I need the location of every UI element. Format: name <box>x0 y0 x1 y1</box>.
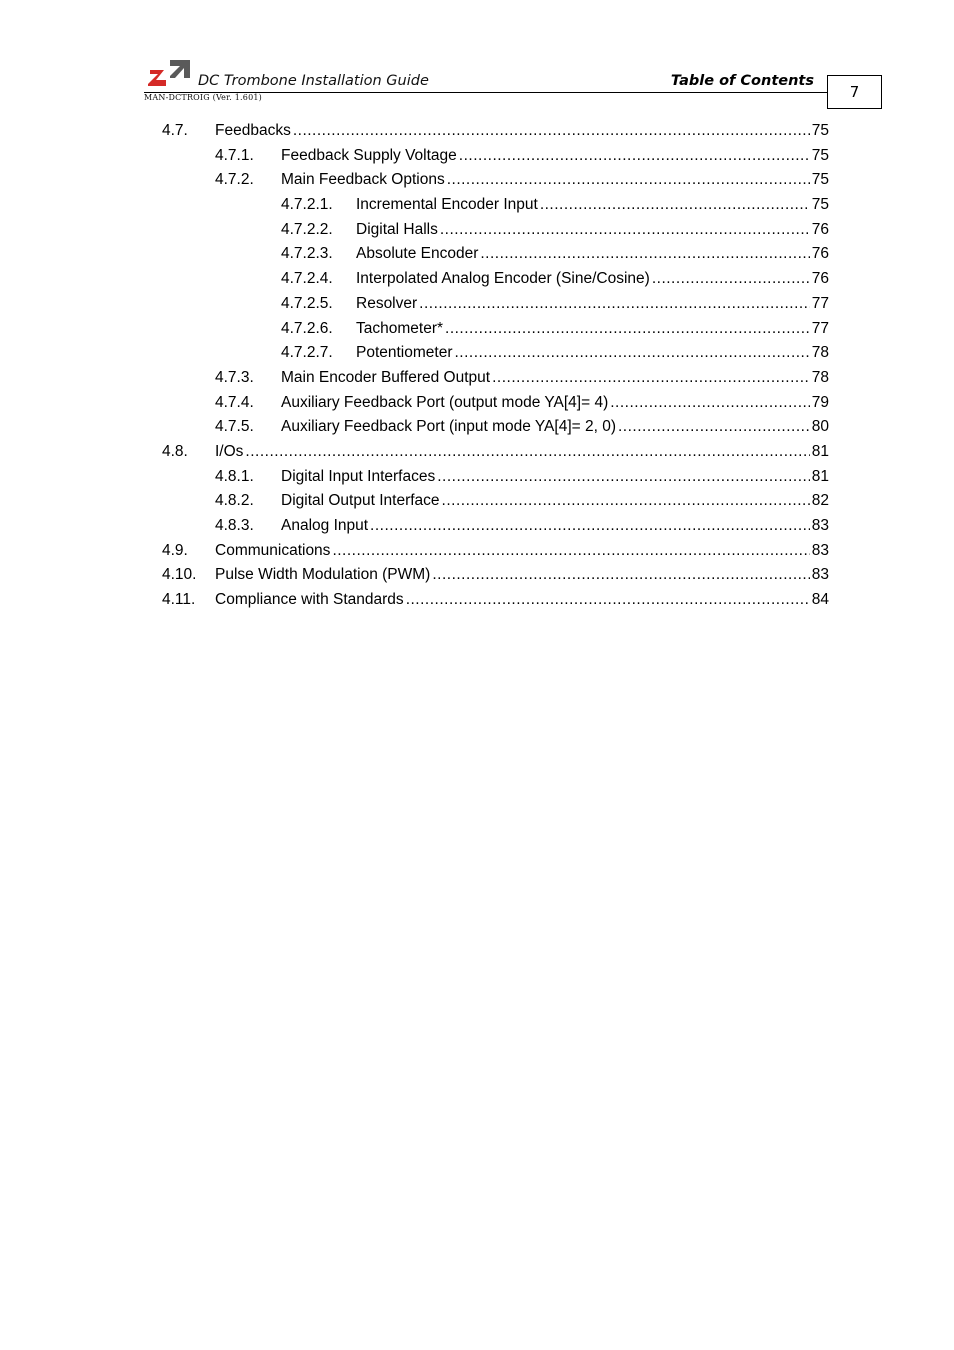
toc-dot-leader <box>540 193 810 218</box>
toc-entry-page[interactable]: 81 <box>811 467 829 485</box>
toc-entry-page[interactable]: 75 <box>811 146 829 164</box>
toc-entry[interactable] <box>0 465 954 490</box>
toc-entry-line <box>356 341 829 366</box>
toc-entry-title[interactable]: Digital Input Interfaces <box>281 467 436 485</box>
toc-entry-title[interactable]: Tachometer* <box>356 319 444 337</box>
toc-entry[interactable] <box>0 242 954 267</box>
toc-entry-number: 4.8.1. <box>215 467 254 485</box>
toc-entry-page[interactable]: 76 <box>811 270 829 288</box>
logo-red-mark <box>148 70 166 86</box>
toc-entry-number: 4.7.2.7. <box>281 344 333 362</box>
toc-dot-leader <box>652 267 810 292</box>
toc-entry-number: 4.8. <box>162 442 188 460</box>
toc-entry[interactable] <box>0 514 954 539</box>
toc-entry-line <box>356 218 829 243</box>
toc-entry-title[interactable]: I/Os <box>215 442 244 460</box>
toc-entry-title[interactable]: Pulse Width Modulation (PWM) <box>215 566 431 584</box>
toc-dot-leader <box>618 415 810 440</box>
toc-entry[interactable] <box>0 440 954 465</box>
toc-entry-number: 4.7.5. <box>215 418 254 436</box>
toc-dot-leader <box>245 440 809 465</box>
toc-entry-number: 4.7. <box>162 122 188 139</box>
toc-dot-leader <box>447 168 810 193</box>
toc-entry[interactable] <box>0 391 954 416</box>
page-header <box>0 0 954 120</box>
toc-entry-page[interactable]: 80 <box>811 418 829 436</box>
toc-entry-number: 4.7.1. <box>215 146 254 164</box>
toc-entry-line <box>215 119 829 144</box>
toc-entry-number: 4.11. <box>162 591 196 609</box>
toc-entry[interactable] <box>0 588 954 613</box>
toc-entry-number: 4.7.2.1. <box>281 196 333 214</box>
toc-entry-title[interactable]: Absolute Encoder <box>356 245 479 263</box>
toc-entry-number: 4.7.2.3. <box>281 245 333 263</box>
section-title: Table of Contents <box>670 73 814 89</box>
toc-entry[interactable] <box>0 489 954 514</box>
toc-dot-leader <box>432 563 809 588</box>
toc-dot-leader <box>492 366 810 391</box>
toc-entry[interactable] <box>0 218 954 243</box>
toc-entry[interactable] <box>0 119 954 144</box>
toc-entry-title[interactable]: Incremental Encoder Input <box>356 196 538 214</box>
toc-entry-title[interactable]: Auxiliary Feedback Port (input mode YA[4]= 2, 0) <box>281 418 616 436</box>
toc-dot-leader <box>610 391 810 416</box>
toc-dot-leader <box>419 292 810 317</box>
toc-dot-leader <box>293 119 810 144</box>
toc-entry-number: 4.7.3. <box>215 368 254 386</box>
toc-entry[interactable] <box>0 292 954 317</box>
toc-entry-page[interactable]: 83 <box>811 541 829 559</box>
toc-entry-number: 4.9. <box>162 541 188 559</box>
toc-dot-leader <box>440 218 810 243</box>
toc-entry-line <box>281 391 829 416</box>
toc-dot-leader <box>406 588 810 613</box>
toc-entry-number: 4.7.2.5. <box>281 294 333 312</box>
toc-entry-page[interactable]: 79 <box>811 393 829 411</box>
toc-entry-page[interactable]: 76 <box>811 220 829 238</box>
toc-entry-number: 4.7.2. <box>215 171 254 189</box>
toc-entry-number: 4.7.2.2. <box>281 220 333 238</box>
toc-dot-leader <box>442 489 810 514</box>
toc-entry-number: 4.7.4. <box>215 393 254 411</box>
toc-entry-page[interactable]: 84 <box>811 591 829 609</box>
toc-entry-page[interactable]: 75 <box>811 196 829 214</box>
toc-entry-line <box>215 563 829 588</box>
toc-entry-title[interactable]: Resolver <box>356 294 418 312</box>
toc-dot-leader <box>459 144 810 169</box>
toc-entry-title[interactable]: Auxiliary Feedback Port (output mode YA[4]= 4) <box>281 393 609 411</box>
toc-entry-title[interactable]: Compliance with Standards <box>215 591 404 609</box>
toc-entry-page[interactable]: 77 <box>811 294 829 312</box>
toc-entry-page[interactable]: 83 <box>811 517 829 534</box>
company-logo <box>148 58 190 88</box>
toc-entry-page[interactable]: 76 <box>811 245 829 263</box>
toc-entry[interactable] <box>0 267 954 292</box>
toc-entry-number: 4.7.2.4. <box>281 270 333 288</box>
toc-entry-line <box>281 489 829 514</box>
toc-entry-page[interactable]: 75 <box>811 122 829 139</box>
toc-entry-title[interactable]: Main Feedback Options <box>281 171 445 189</box>
document-version: MAN-DCTROIG (Ver. 1.601) <box>144 93 262 102</box>
toc-entry-line <box>281 144 829 169</box>
toc-entry[interactable] <box>0 341 954 366</box>
toc-entry[interactable] <box>0 193 954 218</box>
toc-dot-leader <box>370 514 810 539</box>
toc-entry-number: 4.10. <box>162 566 197 584</box>
toc-entry[interactable] <box>0 168 954 193</box>
page-number-box <box>827 75 882 109</box>
toc-entry-title[interactable]: Main Encoder Buffered Output <box>281 368 491 386</box>
toc-entry-line <box>215 440 829 465</box>
toc-entry-title[interactable]: Interpolated Analog Encoder (Sine/Cosine) <box>356 270 650 288</box>
toc-entry-number: 4.8.3. <box>215 517 254 534</box>
toc-dot-leader <box>480 242 809 267</box>
toc-entry-title[interactable]: Feedbacks <box>215 122 291 139</box>
toc-entry-line <box>215 588 829 613</box>
table-of-contents <box>0 119 954 613</box>
toc-entry-line <box>356 193 829 218</box>
toc-entry-line <box>356 267 829 292</box>
toc-entry-page[interactable]: 77 <box>811 319 829 337</box>
toc-entry-page[interactable]: 78 <box>811 344 829 362</box>
toc-entry-line <box>281 514 829 539</box>
toc-entry-page[interactable]: 78 <box>811 368 829 386</box>
toc-entry-line <box>356 242 829 267</box>
document-title: DC Trombone Installation Guide <box>198 73 429 89</box>
toc-entry-line <box>281 168 829 193</box>
toc-entry[interactable] <box>0 144 954 169</box>
toc-entry-number: 4.7.2.6. <box>281 319 333 337</box>
toc-entry-title[interactable]: Feedback Supply Voltage <box>281 146 457 164</box>
toc-entry-page[interactable]: 81 <box>811 442 829 460</box>
toc-entry-line <box>281 366 829 391</box>
toc-dot-leader <box>437 465 810 490</box>
toc-entry-line <box>281 465 829 490</box>
toc-entry-title[interactable]: Digital Halls <box>356 220 438 238</box>
toc-entry[interactable] <box>0 366 954 391</box>
toc-dot-leader <box>455 341 810 366</box>
toc-entry-title[interactable]: Communications <box>215 541 331 559</box>
toc-entry-line <box>356 317 829 342</box>
toc-entry[interactable] <box>0 415 954 440</box>
page-number: 7 <box>849 83 860 101</box>
toc-entry-title[interactable]: Analog Input <box>281 517 369 534</box>
toc-entry-page[interactable]: 83 <box>811 566 829 584</box>
toc-dot-leader <box>445 317 810 342</box>
toc-dot-leader <box>332 539 809 564</box>
toc-entry[interactable] <box>0 317 954 342</box>
logo-gray-mark <box>170 60 190 78</box>
toc-entry[interactable] <box>0 539 954 564</box>
toc-entry-number: 4.8.2. <box>215 492 254 510</box>
toc-entry-title[interactable]: Potentiometer <box>356 344 453 362</box>
toc-entry-page[interactable]: 75 <box>811 171 829 189</box>
toc-entry[interactable] <box>0 563 954 588</box>
toc-entry-line <box>356 292 829 317</box>
toc-entry-page[interactable]: 82 <box>811 492 829 510</box>
toc-entry-title[interactable]: Digital Output Interface <box>281 492 440 510</box>
toc-entry-line <box>281 415 829 440</box>
toc-entry-line <box>215 539 829 564</box>
